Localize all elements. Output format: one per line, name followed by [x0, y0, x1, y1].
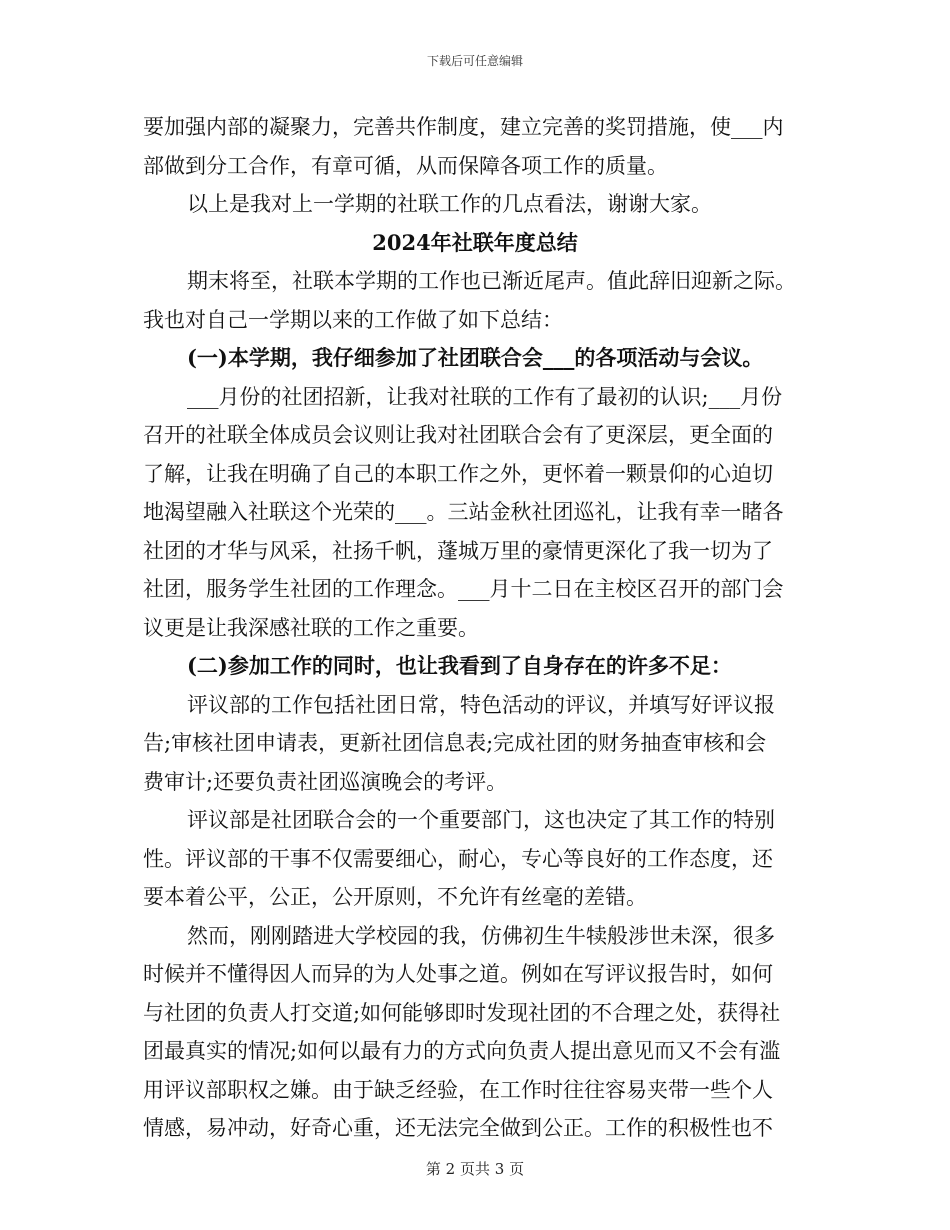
paragraph-line: 用评议部职权之嫌。由于缺乏经验，在工作时往往容易夹带一些个人: [143, 1077, 773, 1102]
paragraph-line: 时候并不懂得因人而异的为人处事之道。例如在写评议报告时，如何: [143, 962, 773, 986]
paragraph-line: 费审计;还要负责社团巡演晚会的考评。: [143, 769, 508, 794]
paragraph-line: ___月份的社团招新，让我对社联的工作有了最初的认识;___月份: [187, 384, 783, 409]
paragraph-line: 情感，易冲动，好奇心重，还无法完全做到公正。工作的积极性也不: [143, 1116, 773, 1140]
paragraph-line: 评议部的工作包括社团日常，特色活动的评议，并填写好评议报: [187, 692, 775, 717]
paragraph-line: 要加强内部的凝聚力，完善共作制度，建立完善的奖罚措施，使___内: [143, 115, 784, 139]
paragraph-line: 要本着公平，公正，公开原则，不允许有丝毫的差错。: [143, 885, 647, 909]
subheading: (一)本学期，我仔细参加了社团联合会___的各项活动与会议。: [187, 345, 764, 370]
subheading: (二)参加工作的同时，也让我看到了自身存在的许多不足：: [187, 653, 732, 678]
page-header: 下载后可任意编辑: [426, 54, 523, 68]
paragraph-line: 与社团的负责人打交道;如何能够即时发现社团的不合理之处，获得社: [143, 1000, 781, 1025]
paragraph-line: 了解，让我在明确了自己的本职工作之外，更怀着一颗景仰的心迫切: [143, 461, 773, 486]
paragraph-line: 性。评议部的干事不仅需要细心，耐心，专心等良好的工作态度，还: [143, 846, 773, 871]
paragraph-line: 告;审核社团申请表，更新社团信息表;完成社团的财务抽查审核和会: [143, 731, 767, 755]
paragraph-line: 召开的社联全体成员会议则让我对社团联合会有了更深层，更全面的: [143, 423, 773, 447]
paragraph-line: 团最真实的情况;如何以最有力的方式向负责人提出意见而又不会有滥: [143, 1039, 781, 1063]
paragraph-line: 议更是让我深感社联的工作之重要。: [143, 615, 479, 640]
paragraph-line: 社团的才华与风采，社扬千帆，蓬城万里的豪情更深化了我一切为了: [143, 538, 773, 563]
page-footer: 第 2 页共 3 页: [425, 1160, 525, 1178]
section-title: 2024年社联年度总结: [372, 229, 578, 255]
paragraph-line: 期末将至，社联本学期的工作也已渐近尾声。值此辞旧迎新之际。: [187, 269, 796, 293]
paragraph-line: 我也对自己一学期以来的工作做了如下总结：: [143, 307, 563, 332]
paragraph-line: 社团，服务学生社团的工作理念。___月十二日在主校区召开的部门会: [143, 577, 784, 601]
paragraph-line: 地渴望融入社联这个光荣的___。三站金秋社团巡礼，让我有幸一睹各: [143, 500, 784, 524]
paragraph-line: 以上是我对上一学期的社联工作的几点看法，谢谢大家。: [187, 192, 712, 216]
paragraph-line: 然而，刚刚踏进大学校园的我，仿佛初生牛犊般涉世未深，很多: [187, 923, 775, 948]
document-body: [143, 108, 807, 1148]
paragraph-line: 部做到分工合作，有章可循，从而保障各项工作的质量。: [143, 153, 668, 178]
paragraph-line: 评议部是社团联合会的一个重要部门，这也决定了其工作的特别: [187, 808, 775, 832]
